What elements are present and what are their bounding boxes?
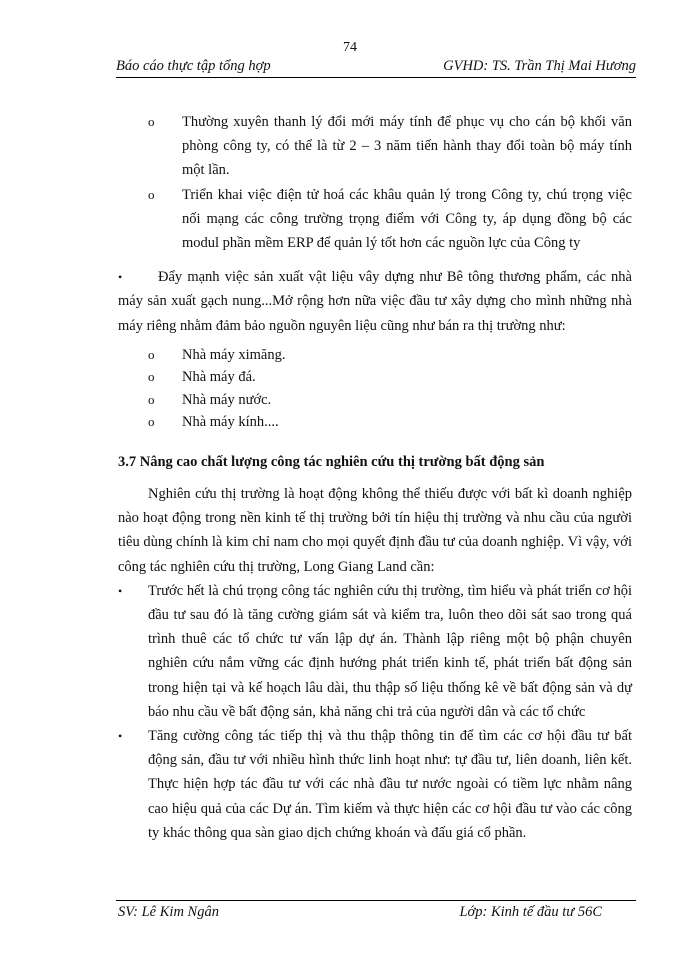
factory-item	[118, 389, 632, 412]
page-number: 74	[343, 40, 357, 55]
page-header	[116, 58, 636, 78]
bullet-icon: •	[118, 729, 123, 744]
section-heading: 3.7 Nâng cao chất lượng công tác nghiên cứu thị trường bất động sản	[118, 453, 545, 470]
sub-list-item	[118, 110, 632, 183]
circle-bullet-icon: o	[148, 114, 155, 129]
header-supervisor: GVHD: TS. Trần Thị Mai Hương	[443, 58, 636, 74]
bullet-icon: •	[118, 270, 123, 285]
header-report-title: Báo cáo thực tập tổng hợp	[116, 58, 271, 74]
bullet-item-research	[118, 579, 632, 724]
factory-list	[118, 344, 632, 434]
bullet-text: Tăng cường công tác tiếp thị và thu thập thông tin để tìm các cơ hội đầu tư bất động sản, đầu tư với nhiều hình thức linh hoạt như: tự đầu tư, liên doanh, liên kết. Thực hiện hợp tác đầu tư với các nhà đầu tư nước ngoài có tiềm lực nhằm nâng cao hiệu quả của các Dự án. Tìm kiếm và thực hiện các cơ hội đầu tư vào các công ty khác thông qua sàn giao dịch chứng khoán và đấu giá cổ phần.	[148, 728, 632, 841]
factory-text: Nhà máy ximăng.	[182, 346, 286, 363]
bullet-icon: •	[118, 583, 123, 598]
sub-list-it	[118, 110, 632, 255]
factory-item	[118, 411, 632, 434]
footer-class: Lớp: Kinh tế đầu tư 56C	[459, 904, 602, 920]
materials-text: Đẩy mạnh việc sản xuất vật liệu vây dựng như Bê tông thương phẩm, các nhà máy sản xuất gạch nung...Mở rộng hơn nữa việc đầu tư xây dựng cho mình những nhà máy riêng nhằm đảm bảo nguồn nguyên liệu cũng như bán ra thị trường như:	[118, 269, 632, 334]
page-footer	[116, 900, 636, 921]
bullet-item-marketing	[118, 724, 632, 845]
sub-list-item	[118, 183, 632, 256]
footer-student: SV: Lê Kim Ngân	[118, 904, 219, 920]
sub-item-text: Triển khai việc điện tử hoá các khâu quản lý trong Công ty, chú trọng việc nối mạng các công trường trọng điểm với Công ty, áp dụng đồng bộ các modul phần mềm ERP để quản lý tốt hơn các nguồn lực của Công ty	[182, 186, 632, 252]
intro-paragraph: Nghiên cứu thị trường là hoạt động không thể thiếu được với bất kì doanh nghiệp nào hoạt động trong nền kinh tế thị trường bởi tín hiệu thị trường và nhu cầu của người tiêu dùng chính là kim chỉ nam cho mọi quyết định đầu tư của doanh nghiệp. Vì vậy, với công tác nghiên cứu thị trường, Long Giang Land cần:	[118, 486, 632, 575]
factory-item	[118, 344, 632, 367]
bullet-text: Trước hết là chú trọng công tác nghiên cứu thị trường, tìm hiểu và phát triển cơ hội đầu tư sau đó là tăng cường giám sát và kiểm tra, luôn theo dõi sát sao trong quá trình thuê các tổ chức tư vấn lập dự án. Thành lập riêng một bộ phận chuyên nghiên cứu nắm vững các định hướng phát triển kinh tế, phát triển bất động sản trong hiện tại và kế hoạch lâu dài, thu thập số liệu thống kê về bất động sản và dự báo nhu cầu về bất động sản, khả năng chi trả của người dân và các tổ chức	[148, 582, 632, 720]
materials-paragraph	[118, 265, 632, 338]
factory-text: Nhà máy kính....	[182, 414, 279, 431]
factory-text: Nhà máy đá.	[182, 369, 256, 386]
circle-bullet-icon: o	[148, 346, 155, 362]
factory-text: Nhà máy nước.	[182, 391, 272, 408]
circle-bullet-icon: o	[148, 186, 155, 202]
circle-bullet-icon: o	[148, 369, 155, 385]
circle-bullet-icon: o	[148, 414, 155, 430]
sub-item-text: Thường xuyên thanh lý đổi mới máy tính để phục vụ cho cán bộ khối văn phòng công ty, có thể là từ 2 – 3 năm tiến hành thay đổi toàn bộ máy tính một lần.	[182, 114, 632, 179]
circle-bullet-icon: o	[148, 391, 155, 407]
factory-item	[118, 366, 632, 389]
page-content	[118, 110, 632, 845]
